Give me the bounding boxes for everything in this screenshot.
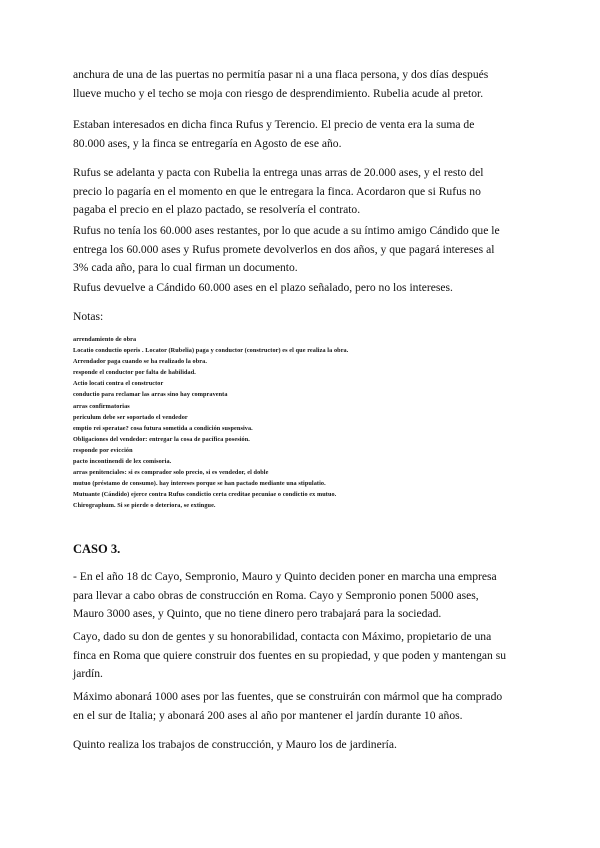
text-line: entrega los 60.000 ases y Rufus promete devolverlos en dos años, y que pagará intereses al: [73, 242, 495, 256]
note-item: Arrendador paga cuando se ha realizado la obra.: [73, 358, 207, 366]
note-item: arras penitenciales: si es comprador solo precio, si es vendedor, el doble: [73, 469, 269, 477]
note-item: arras confirmatorias: [73, 402, 130, 410]
text-line: jardín.: [73, 667, 103, 680]
note-item: Mutuante (Cándido) ejerce contra Rufus condictio certa creditae pecuniae o condictio ex mutuo.: [73, 491, 337, 499]
text-line: Máximo abonará 1000 ases por las fuentes, que se construirán con mármol que ha comprado: [73, 690, 503, 703]
paragraph-3: [73, 164, 533, 220]
notes-label: Notas:: [73, 310, 104, 323]
text-line: - En el año 18 dc Cayo, Sempronio, Mauro y Quinto deciden poner en marcha una empresa: [73, 570, 497, 583]
note-item: mutuo (préstamo de consumo). hay intereses porque se han pactado mediante una stipulatio.: [73, 480, 326, 488]
note-item: Locatio conductio operis . Locator (Rubelia) paga y conductor (constructor) es el que realiza la obra.: [73, 347, 349, 355]
text-line: Rufus se adelanta y pacta con Rubelia la entrega unas arras de 20.000 ases, y el resto del: [73, 166, 484, 179]
paragraph-7: [73, 628, 533, 684]
text-line: pagaba el precio en el plazo pactado, se resolvería el contrato.: [73, 203, 361, 216]
text-line: en el sur de Italia; y abonará 200 ases al año por mantener el jardín durante 10 años.: [73, 708, 463, 722]
text-line: finca en Roma que quiere construir dos fuentes en su propiedad, y que poden y mantengan su: [73, 648, 507, 662]
note-item: periculum debe ser soportado el vendedor: [73, 413, 188, 421]
note-item: pacto incontinendi de lex comisoria.: [73, 458, 172, 466]
paragraph-6: [73, 568, 533, 624]
note-item: Chirographum. Si se pierde o deteriora, se extingue.: [73, 502, 216, 510]
note-item: arrendamiento de obra: [73, 336, 137, 343]
text-line: Quinto realiza los trabajos de construcción, y Mauro los de jardinería.: [73, 738, 397, 751]
notes-list: [73, 334, 543, 512]
text-line: Estaban interesados en dicha finca Rufus y Terencio. El precio de venta era la suma de: [73, 118, 475, 131]
text-line: 3% cada año, para lo cual firman un documento.: [73, 261, 298, 274]
paragraph-5: [73, 279, 533, 298]
text-line: precio lo pagaría en el momento en que le entregara la finca. Acordaron que si Rufus no: [73, 184, 481, 198]
note-item: conductio para reclamar las arras sino hay compraventa: [73, 391, 228, 399]
text-line: llueve mucho y el techo se moja con riesgo de desprendimiento. Rubelia acude al pretor.: [73, 86, 484, 100]
paragraph-4: [73, 222, 533, 278]
paragraph-9: [73, 736, 533, 755]
text-line: anchura de una de las puertas no permitía pasar ni a una flaca persona, y dos días después: [73, 68, 489, 81]
note-item: Actio locati contra el constructor: [73, 380, 164, 388]
text-line: Cayo, dado su don de gentes y su honorabilidad, contacta con Máximo, propietario de una: [73, 630, 492, 643]
text-line: Rufus no tenía los 60.000 ases restantes, por lo que acude a su íntimo amigo Cándido que le: [73, 224, 500, 237]
note-item: responde por evicción: [73, 446, 133, 454]
section-title: CASO 3.: [73, 542, 121, 556]
text-line: para llevar a cabo obras de construcción en Roma. Cayo y Sempronio ponen 5000 ases,: [73, 588, 479, 602]
note-item: responde el conductor por falta de habilidad.: [73, 369, 196, 377]
note-item: emptio rei speratae? cosa futura sometida a condición suspensiva.: [73, 424, 253, 432]
text-line: 80.000 ases, y la finca se entregaría en Agosto de ese año.: [73, 136, 342, 150]
text-line: Mauro 3000 ases, y Quinto, que no tiene dinero pero trabajará para la sociedad.: [73, 607, 442, 620]
note-item: Obligaciones del vendedor: entregar la cosa de pacífica posesión.: [73, 435, 250, 443]
paragraph-8: [73, 688, 533, 725]
paragraph-2: [73, 116, 533, 153]
paragraph-1: [73, 66, 533, 103]
text-line: Rufus devuelve a Cándido 60.000 ases en el plazo señalado, pero no los intereses.: [73, 281, 453, 294]
